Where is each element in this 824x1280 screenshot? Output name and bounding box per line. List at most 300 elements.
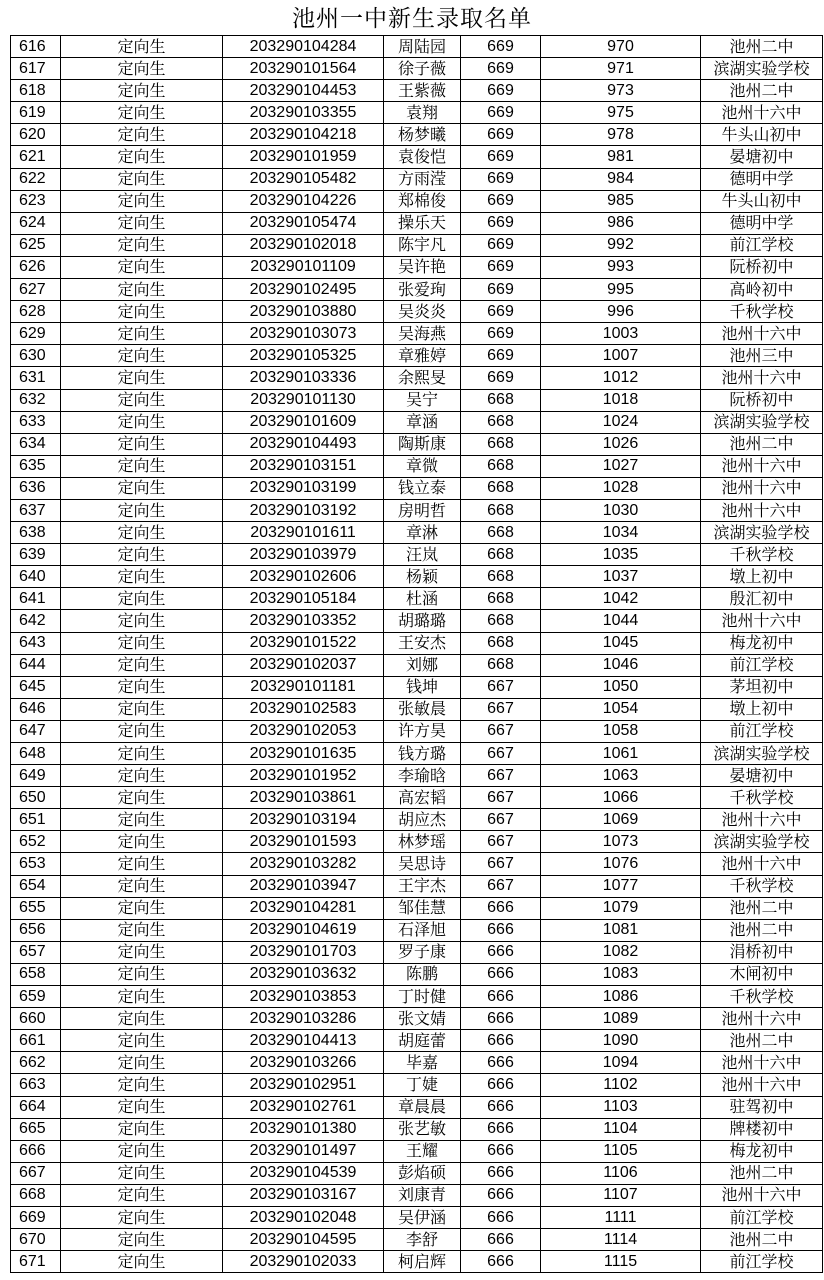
rank-cell: 1046 xyxy=(541,654,701,676)
score-cell: 668 xyxy=(461,411,541,433)
exam-id-cell: 203290102951 xyxy=(223,1074,384,1096)
seq-cell: 648 xyxy=(11,743,61,765)
seq-cell: 649 xyxy=(11,765,61,787)
exam-id-cell: 203290103073 xyxy=(223,323,384,345)
type-cell: 定向生 xyxy=(61,389,223,411)
name-cell: 丁时健 xyxy=(384,986,461,1008)
school-cell: 池州二中 xyxy=(701,1162,823,1184)
school-cell: 木闸初中 xyxy=(701,963,823,985)
seq-cell: 621 xyxy=(11,146,61,168)
rank-cell: 1094 xyxy=(541,1052,701,1074)
rank-cell: 973 xyxy=(541,80,701,102)
name-cell: 李瑜晗 xyxy=(384,765,461,787)
seq-cell: 627 xyxy=(11,279,61,301)
exam-id-cell: 203290103286 xyxy=(223,1008,384,1030)
school-cell: 阮桥初中 xyxy=(701,389,823,411)
seq-cell: 664 xyxy=(11,1096,61,1118)
exam-id-cell: 203290102033 xyxy=(223,1251,384,1273)
score-cell: 666 xyxy=(461,897,541,919)
rank-cell: 1042 xyxy=(541,588,701,610)
exam-id-cell: 203290103861 xyxy=(223,787,384,809)
rank-cell: 1103 xyxy=(541,1096,701,1118)
score-cell: 668 xyxy=(461,499,541,521)
rank-cell: 1083 xyxy=(541,963,701,985)
table-row xyxy=(11,1118,823,1140)
exam-id-cell: 203290104493 xyxy=(223,433,384,455)
score-cell: 666 xyxy=(461,963,541,985)
score-cell: 666 xyxy=(461,1184,541,1206)
school-cell: 涓桥初中 xyxy=(701,941,823,963)
table-row xyxy=(11,1096,823,1118)
exam-id-cell: 203290103355 xyxy=(223,102,384,124)
table-row xyxy=(11,455,823,477)
school-cell: 前江学校 xyxy=(701,720,823,742)
rank-cell: 984 xyxy=(541,168,701,190)
seq-cell: 661 xyxy=(11,1030,61,1052)
type-cell: 定向生 xyxy=(61,36,223,58)
score-cell: 669 xyxy=(461,58,541,80)
seq-cell: 618 xyxy=(11,80,61,102)
exam-id-cell: 203290101109 xyxy=(223,256,384,278)
seq-cell: 651 xyxy=(11,809,61,831)
rank-cell: 971 xyxy=(541,58,701,80)
table-row xyxy=(11,787,823,809)
exam-id-cell: 203290102053 xyxy=(223,720,384,742)
name-cell: 邹佳慧 xyxy=(384,897,461,919)
table-row xyxy=(11,963,823,985)
table-row xyxy=(11,411,823,433)
score-cell: 666 xyxy=(461,1206,541,1228)
seq-cell: 646 xyxy=(11,698,61,720)
rank-cell: 1089 xyxy=(541,1008,701,1030)
table-row xyxy=(11,367,823,389)
type-cell: 定向生 xyxy=(61,256,223,278)
type-cell: 定向生 xyxy=(61,279,223,301)
score-cell: 667 xyxy=(461,698,541,720)
exam-id-cell: 203290104226 xyxy=(223,190,384,212)
school-cell: 池州二中 xyxy=(701,897,823,919)
name-cell: 罗子康 xyxy=(384,941,461,963)
exam-id-cell: 203290101635 xyxy=(223,743,384,765)
table-row xyxy=(11,676,823,698)
rank-cell: 1090 xyxy=(541,1030,701,1052)
rank-cell: 1077 xyxy=(541,875,701,897)
score-cell: 666 xyxy=(461,1229,541,1251)
school-cell: 千秋学校 xyxy=(701,787,823,809)
exam-id-cell: 203290103979 xyxy=(223,544,384,566)
exam-id-cell: 203290102495 xyxy=(223,279,384,301)
school-cell: 千秋学校 xyxy=(701,986,823,1008)
seq-cell: 637 xyxy=(11,499,61,521)
table-row xyxy=(11,1074,823,1096)
type-cell: 定向生 xyxy=(61,345,223,367)
type-cell: 定向生 xyxy=(61,676,223,698)
name-cell: 王宇杰 xyxy=(384,875,461,897)
exam-id-cell: 203290101181 xyxy=(223,676,384,698)
rank-cell: 1007 xyxy=(541,345,701,367)
rank-cell: 1115 xyxy=(541,1251,701,1273)
seq-cell: 625 xyxy=(11,234,61,256)
school-cell: 驻驾初中 xyxy=(701,1096,823,1118)
name-cell: 房明哲 xyxy=(384,499,461,521)
score-cell: 669 xyxy=(461,168,541,190)
table-row xyxy=(11,919,823,941)
rank-cell: 986 xyxy=(541,212,701,234)
seq-cell: 669 xyxy=(11,1206,61,1228)
name-cell: 钱方璐 xyxy=(384,743,461,765)
table-row xyxy=(11,36,823,58)
name-cell: 吴宁 xyxy=(384,389,461,411)
school-cell: 前江学校 xyxy=(701,234,823,256)
school-cell: 殷汇初中 xyxy=(701,588,823,610)
type-cell: 定向生 xyxy=(61,234,223,256)
table-row xyxy=(11,875,823,897)
name-cell: 陈鹏 xyxy=(384,963,461,985)
score-cell: 667 xyxy=(461,875,541,897)
type-cell: 定向生 xyxy=(61,1052,223,1074)
school-cell: 牌楼初中 xyxy=(701,1118,823,1140)
type-cell: 定向生 xyxy=(61,1229,223,1251)
rank-cell: 1111 xyxy=(541,1206,701,1228)
table-row xyxy=(11,941,823,963)
school-cell: 池州二中 xyxy=(701,80,823,102)
name-cell: 石泽旭 xyxy=(384,919,461,941)
type-cell: 定向生 xyxy=(61,1184,223,1206)
seq-cell: 630 xyxy=(11,345,61,367)
rank-cell: 985 xyxy=(541,190,701,212)
type-cell: 定向生 xyxy=(61,875,223,897)
admission-table-body xyxy=(11,36,823,1273)
type-cell: 定向生 xyxy=(61,124,223,146)
name-cell: 陈宇凡 xyxy=(384,234,461,256)
seq-cell: 617 xyxy=(11,58,61,80)
table-row xyxy=(11,1184,823,1206)
exam-id-cell: 203290101611 xyxy=(223,522,384,544)
table-row xyxy=(11,698,823,720)
score-cell: 668 xyxy=(461,522,541,544)
score-cell: 668 xyxy=(461,544,541,566)
rank-cell: 1028 xyxy=(541,477,701,499)
table-row xyxy=(11,588,823,610)
seq-cell: 670 xyxy=(11,1229,61,1251)
rank-cell: 1061 xyxy=(541,743,701,765)
name-cell: 胡庭蕾 xyxy=(384,1030,461,1052)
seq-cell: 663 xyxy=(11,1074,61,1096)
rank-cell: 1037 xyxy=(541,566,701,588)
score-cell: 667 xyxy=(461,720,541,742)
document-title: 池州一中新生录取名单 xyxy=(292,6,532,32)
seq-cell: 626 xyxy=(11,256,61,278)
type-cell: 定向生 xyxy=(61,80,223,102)
name-cell: 章雅婷 xyxy=(384,345,461,367)
school-cell: 池州二中 xyxy=(701,1229,823,1251)
exam-id-cell: 203290102583 xyxy=(223,698,384,720)
score-cell: 667 xyxy=(461,787,541,809)
exam-id-cell: 203290103947 xyxy=(223,875,384,897)
name-cell: 周陆园 xyxy=(384,36,461,58)
table-row xyxy=(11,124,823,146)
name-cell: 陶斯康 xyxy=(384,433,461,455)
table-row xyxy=(11,544,823,566)
rank-cell: 1102 xyxy=(541,1074,701,1096)
rank-cell: 1081 xyxy=(541,919,701,941)
table-row xyxy=(11,566,823,588)
type-cell: 定向生 xyxy=(61,522,223,544)
score-cell: 669 xyxy=(461,234,541,256)
seq-cell: 657 xyxy=(11,941,61,963)
type-cell: 定向生 xyxy=(61,544,223,566)
rank-cell: 1086 xyxy=(541,986,701,1008)
school-cell: 梅龙初中 xyxy=(701,632,823,654)
score-cell: 667 xyxy=(461,809,541,831)
type-cell: 定向生 xyxy=(61,411,223,433)
exam-id-cell: 203290101609 xyxy=(223,411,384,433)
school-cell: 德明中学 xyxy=(701,168,823,190)
school-cell: 前江学校 xyxy=(701,1206,823,1228)
seq-cell: 652 xyxy=(11,831,61,853)
rank-cell: 1104 xyxy=(541,1118,701,1140)
exam-id-cell: 203290102048 xyxy=(223,1206,384,1228)
name-cell: 张敏晨 xyxy=(384,698,461,720)
school-cell: 池州十六中 xyxy=(701,102,823,124)
score-cell: 667 xyxy=(461,676,541,698)
table-row xyxy=(11,477,823,499)
score-cell: 667 xyxy=(461,765,541,787)
exam-id-cell: 203290103199 xyxy=(223,477,384,499)
name-cell: 林梦瑶 xyxy=(384,831,461,853)
table-row xyxy=(11,1229,823,1251)
school-cell: 池州十六中 xyxy=(701,367,823,389)
rank-cell: 1076 xyxy=(541,853,701,875)
score-cell: 666 xyxy=(461,919,541,941)
exam-id-cell: 203290104281 xyxy=(223,897,384,919)
score-cell: 668 xyxy=(461,433,541,455)
seq-cell: 628 xyxy=(11,301,61,323)
score-cell: 669 xyxy=(461,323,541,345)
score-cell: 668 xyxy=(461,610,541,632)
score-cell: 669 xyxy=(461,190,541,212)
rank-cell: 981 xyxy=(541,146,701,168)
name-cell: 章晨晨 xyxy=(384,1096,461,1118)
school-cell: 千秋学校 xyxy=(701,875,823,897)
name-cell: 王紫薇 xyxy=(384,80,461,102)
rank-cell: 1018 xyxy=(541,389,701,411)
school-cell: 前江学校 xyxy=(701,654,823,676)
type-cell: 定向生 xyxy=(61,1251,223,1273)
type-cell: 定向生 xyxy=(61,941,223,963)
school-cell: 墩上初中 xyxy=(701,698,823,720)
school-cell: 滨湖实验学校 xyxy=(701,522,823,544)
table-row xyxy=(11,389,823,411)
type-cell: 定向生 xyxy=(61,897,223,919)
table-row xyxy=(11,102,823,124)
table-row xyxy=(11,146,823,168)
type-cell: 定向生 xyxy=(61,1030,223,1052)
name-cell: 杜涵 xyxy=(384,588,461,610)
score-cell: 667 xyxy=(461,831,541,853)
rank-cell: 1044 xyxy=(541,610,701,632)
rank-cell: 970 xyxy=(541,36,701,58)
score-cell: 669 xyxy=(461,124,541,146)
seq-cell: 653 xyxy=(11,853,61,875)
seq-cell: 667 xyxy=(11,1162,61,1184)
seq-cell: 639 xyxy=(11,544,61,566)
score-cell: 669 xyxy=(461,102,541,124)
name-cell: 钱立泰 xyxy=(384,477,461,499)
seq-cell: 668 xyxy=(11,1184,61,1206)
name-cell: 张爱珣 xyxy=(384,279,461,301)
name-cell: 柯启辉 xyxy=(384,1251,461,1273)
table-row xyxy=(11,1052,823,1074)
seq-cell: 616 xyxy=(11,36,61,58)
score-cell: 668 xyxy=(461,455,541,477)
type-cell: 定向生 xyxy=(61,190,223,212)
type-cell: 定向生 xyxy=(61,1096,223,1118)
name-cell: 刘康青 xyxy=(384,1184,461,1206)
school-cell: 晏塘初中 xyxy=(701,765,823,787)
school-cell: 池州十六中 xyxy=(701,455,823,477)
type-cell: 定向生 xyxy=(61,632,223,654)
seq-cell: 634 xyxy=(11,433,61,455)
school-cell: 晏塘初中 xyxy=(701,146,823,168)
rank-cell: 975 xyxy=(541,102,701,124)
score-cell: 668 xyxy=(461,588,541,610)
school-cell: 池州十六中 xyxy=(701,809,823,831)
table-row xyxy=(11,1008,823,1030)
school-cell: 前江学校 xyxy=(701,1251,823,1273)
rank-cell: 1035 xyxy=(541,544,701,566)
school-cell: 池州十六中 xyxy=(701,610,823,632)
table-row xyxy=(11,58,823,80)
rank-cell: 1069 xyxy=(541,809,701,831)
name-cell: 胡璐璐 xyxy=(384,610,461,632)
type-cell: 定向生 xyxy=(61,809,223,831)
admission-table xyxy=(10,35,823,1273)
score-cell: 666 xyxy=(461,1074,541,1096)
exam-id-cell: 203290102761 xyxy=(223,1096,384,1118)
table-row xyxy=(11,212,823,234)
type-cell: 定向生 xyxy=(61,853,223,875)
exam-id-cell: 203290103194 xyxy=(223,809,384,831)
table-row xyxy=(11,743,823,765)
table-row xyxy=(11,301,823,323)
exam-id-cell: 203290105474 xyxy=(223,212,384,234)
school-cell: 墩上初中 xyxy=(701,566,823,588)
type-cell: 定向生 xyxy=(61,831,223,853)
exam-id-cell: 203290101564 xyxy=(223,58,384,80)
seq-cell: 656 xyxy=(11,919,61,941)
score-cell: 666 xyxy=(461,1251,541,1273)
table-row xyxy=(11,853,823,875)
exam-id-cell: 203290103167 xyxy=(223,1184,384,1206)
exam-id-cell: 203290104218 xyxy=(223,124,384,146)
school-cell: 池州十六中 xyxy=(701,1074,823,1096)
type-cell: 定向生 xyxy=(61,499,223,521)
rank-cell: 1003 xyxy=(541,323,701,345)
seq-cell: 632 xyxy=(11,389,61,411)
rank-cell: 1045 xyxy=(541,632,701,654)
school-cell: 池州三中 xyxy=(701,345,823,367)
rank-cell: 1026 xyxy=(541,433,701,455)
rank-cell: 978 xyxy=(541,124,701,146)
seq-cell: 629 xyxy=(11,323,61,345)
exam-id-cell: 203290101130 xyxy=(223,389,384,411)
rank-cell: 996 xyxy=(541,301,701,323)
table-row xyxy=(11,234,823,256)
table-row xyxy=(11,831,823,853)
seq-cell: 665 xyxy=(11,1118,61,1140)
table-row xyxy=(11,1206,823,1228)
exam-id-cell: 203290104453 xyxy=(223,80,384,102)
seq-cell: 643 xyxy=(11,632,61,654)
seq-cell: 642 xyxy=(11,610,61,632)
name-cell: 彭焰硕 xyxy=(384,1162,461,1184)
name-cell: 吴许艳 xyxy=(384,256,461,278)
exam-id-cell: 203290103192 xyxy=(223,499,384,521)
name-cell: 余熙旻 xyxy=(384,367,461,389)
table-row xyxy=(11,168,823,190)
exam-id-cell: 203290101522 xyxy=(223,632,384,654)
exam-id-cell: 203290101703 xyxy=(223,941,384,963)
name-cell: 吴伊涵 xyxy=(384,1206,461,1228)
rank-cell: 995 xyxy=(541,279,701,301)
score-cell: 666 xyxy=(461,1052,541,1074)
type-cell: 定向生 xyxy=(61,654,223,676)
table-row xyxy=(11,522,823,544)
name-cell: 袁俊恺 xyxy=(384,146,461,168)
exam-id-cell: 203290104413 xyxy=(223,1030,384,1052)
exam-id-cell: 203290103266 xyxy=(223,1052,384,1074)
name-cell: 高宏韬 xyxy=(384,787,461,809)
school-cell: 滨湖实验学校 xyxy=(701,411,823,433)
type-cell: 定向生 xyxy=(61,301,223,323)
exam-id-cell: 203290103853 xyxy=(223,986,384,1008)
school-cell: 池州二中 xyxy=(701,919,823,941)
exam-id-cell: 203290101952 xyxy=(223,765,384,787)
school-cell: 池州十六中 xyxy=(701,1008,823,1030)
school-cell: 池州十六中 xyxy=(701,1052,823,1074)
school-cell: 千秋学校 xyxy=(701,544,823,566)
score-cell: 669 xyxy=(461,301,541,323)
school-cell: 池州十六中 xyxy=(701,853,823,875)
type-cell: 定向生 xyxy=(61,720,223,742)
score-cell: 666 xyxy=(461,986,541,1008)
name-cell: 胡应杰 xyxy=(384,809,461,831)
rank-cell: 1105 xyxy=(541,1140,701,1162)
name-cell: 杨颖 xyxy=(384,566,461,588)
school-cell: 池州二中 xyxy=(701,433,823,455)
rank-cell: 1034 xyxy=(541,522,701,544)
name-cell: 张艺敏 xyxy=(384,1118,461,1140)
name-cell: 李舒 xyxy=(384,1229,461,1251)
score-cell: 668 xyxy=(461,477,541,499)
exam-id-cell: 203290102037 xyxy=(223,654,384,676)
seq-cell: 655 xyxy=(11,897,61,919)
table-row xyxy=(11,654,823,676)
type-cell: 定向生 xyxy=(61,963,223,985)
exam-id-cell: 203290104595 xyxy=(223,1229,384,1251)
school-cell: 高岭初中 xyxy=(701,279,823,301)
school-cell: 滨湖实验学校 xyxy=(701,58,823,80)
exam-id-cell: 203290102606 xyxy=(223,566,384,588)
rank-cell: 1106 xyxy=(541,1162,701,1184)
rank-cell: 1050 xyxy=(541,676,701,698)
exam-id-cell: 203290105482 xyxy=(223,168,384,190)
school-cell: 梅龙初中 xyxy=(701,1140,823,1162)
type-cell: 定向生 xyxy=(61,58,223,80)
type-cell: 定向生 xyxy=(61,1206,223,1228)
exam-id-cell: 203290103282 xyxy=(223,853,384,875)
